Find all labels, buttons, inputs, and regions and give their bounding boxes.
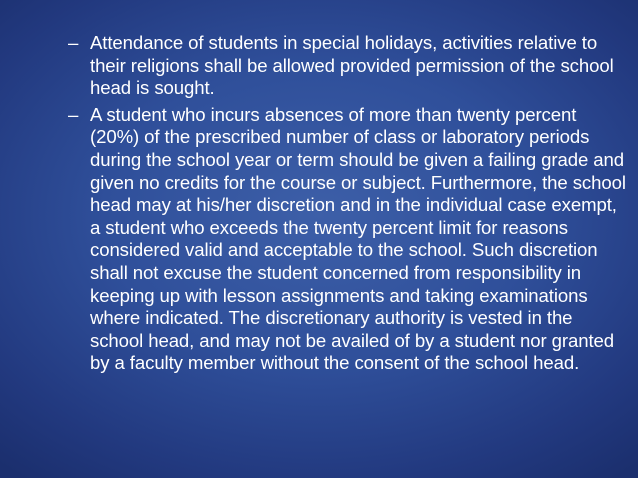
bullet-item-attendance-religious xyxy=(68,32,628,100)
bullet-text: A student who incurs absences of more than twenty percent (20%) of the prescribed number of class or laboratory periods during the school year or term should be given a failing grade and given no credits for the course or subject. Furthermore, the school head may at his/her discretion and in the individual case exempt, a student who exceeds the twenty percent limit for reasons considered valid and acceptable to the school. Such discretion shall not excuse the student concerned from responsibility in keeping up with lesson assignments and taking examinations where indicated. The discretionary authority is vested in the school head, and may not be availed of by a student nor granted by a faculty member without the consent of the school head. xyxy=(90,103,626,374)
dash-bullet-marker: – xyxy=(68,32,79,53)
bullet-text: Attendance of students in special holidays, activities relative to their religions shall be allowed provided permission of the school head is sought. xyxy=(90,32,614,99)
bullet-list xyxy=(68,32,628,379)
bullet-item-absence-policy xyxy=(68,104,628,375)
dash-bullet-marker: – xyxy=(68,103,79,125)
